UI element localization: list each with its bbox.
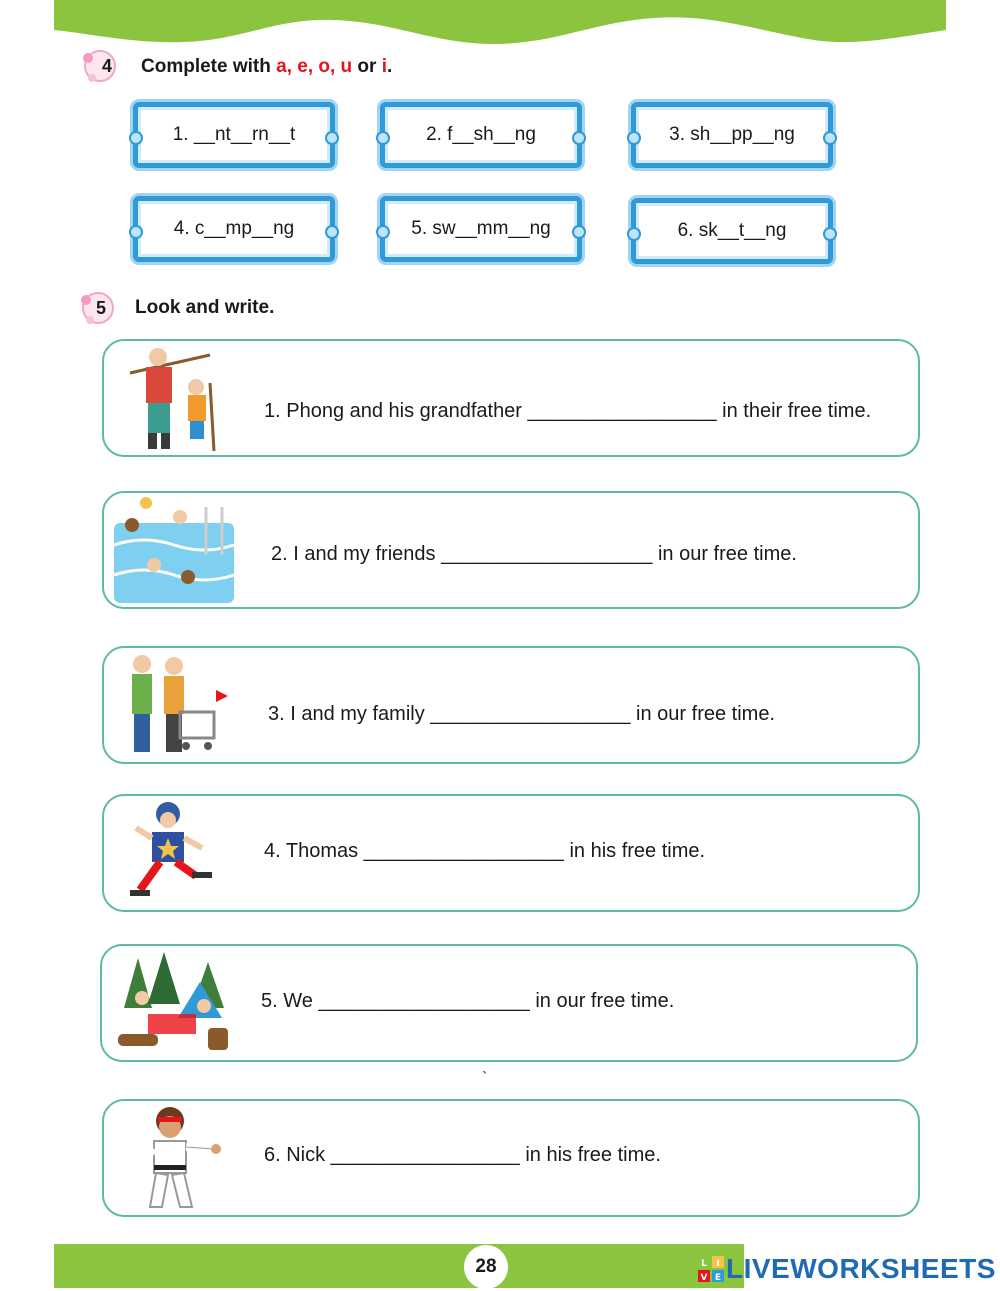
stray-mark: ` bbox=[482, 1070, 488, 1087]
sentence-2[interactable]: 2. I and my friends ___________________ in our free time. bbox=[271, 543, 797, 565]
word-box-6[interactable]: 6. sk__t__ng bbox=[631, 198, 833, 264]
liveworksheets-logo-icon bbox=[698, 1256, 724, 1282]
exercise-5-number: 5 bbox=[96, 298, 107, 318]
karate-picture bbox=[110, 1103, 238, 1215]
top-banner bbox=[54, 0, 946, 52]
sentence-3[interactable]: 3. I and my family __________________ in our free time. bbox=[268, 703, 775, 725]
exercise-5-row-5 bbox=[100, 944, 918, 1062]
brand-text: LIVEWORKSHEETS bbox=[726, 1253, 996, 1284]
pink-flower-badge-icon bbox=[80, 46, 120, 86]
exercise-5-instruction: Look and write. bbox=[135, 297, 275, 318]
exercise-5-row-4 bbox=[102, 794, 920, 912]
camping-picture bbox=[108, 948, 236, 1060]
word-box-5[interactable]: 5. sw__mm__ng bbox=[380, 196, 582, 262]
logo-letter-i: I bbox=[716, 1259, 720, 1269]
logo-letter-e: E bbox=[714, 1273, 722, 1282]
instruction-or: or bbox=[352, 56, 382, 77]
logo-letter-l: L bbox=[701, 1259, 707, 1269]
word-box-1[interactable]: 1. __nt__rn__t bbox=[133, 102, 335, 168]
exercise-5-row-3 bbox=[102, 646, 920, 764]
instruction-letter-i: i bbox=[381, 56, 387, 77]
swimming-picture bbox=[110, 495, 238, 607]
exercise-4-instruction bbox=[141, 56, 392, 78]
sentence-6[interactable]: 6. Nick _________________ in his free time. bbox=[264, 1144, 661, 1166]
sentence-5[interactable]: 5. We ___________________ in our free time. bbox=[261, 990, 675, 1012]
sentence-1[interactable]: 1. Phong and his grandfather _________________ in their free time. bbox=[264, 400, 872, 422]
sentence-4[interactable]: 4. Thomas __________________ in his free time. bbox=[264, 840, 706, 862]
page-number: 28 bbox=[464, 1245, 508, 1289]
word-box-4[interactable]: 4. c__mp__ng bbox=[133, 196, 335, 262]
liveworksheets-logo bbox=[698, 1251, 996, 1287]
fishing-picture bbox=[110, 343, 238, 455]
word-box-3[interactable]: 3. sh__pp__ng bbox=[631, 102, 833, 168]
footer-bar bbox=[54, 1244, 744, 1288]
exercise-5-row-1 bbox=[102, 339, 920, 457]
shopping-picture bbox=[110, 650, 238, 762]
instruction-vowels: a, e, o, u bbox=[276, 56, 353, 77]
skating-picture bbox=[110, 798, 238, 910]
exercise-4-number: 4 bbox=[102, 56, 113, 76]
exercise-5-row-6 bbox=[102, 1099, 920, 1217]
instruction-prefix: Complete with bbox=[141, 56, 277, 77]
instruction-period: . bbox=[387, 56, 393, 77]
exercise-5-row-2 bbox=[102, 491, 920, 609]
logo-letter-v: V bbox=[700, 1273, 708, 1282]
word-box-2[interactable]: 2. f__sh__ng bbox=[380, 102, 582, 168]
